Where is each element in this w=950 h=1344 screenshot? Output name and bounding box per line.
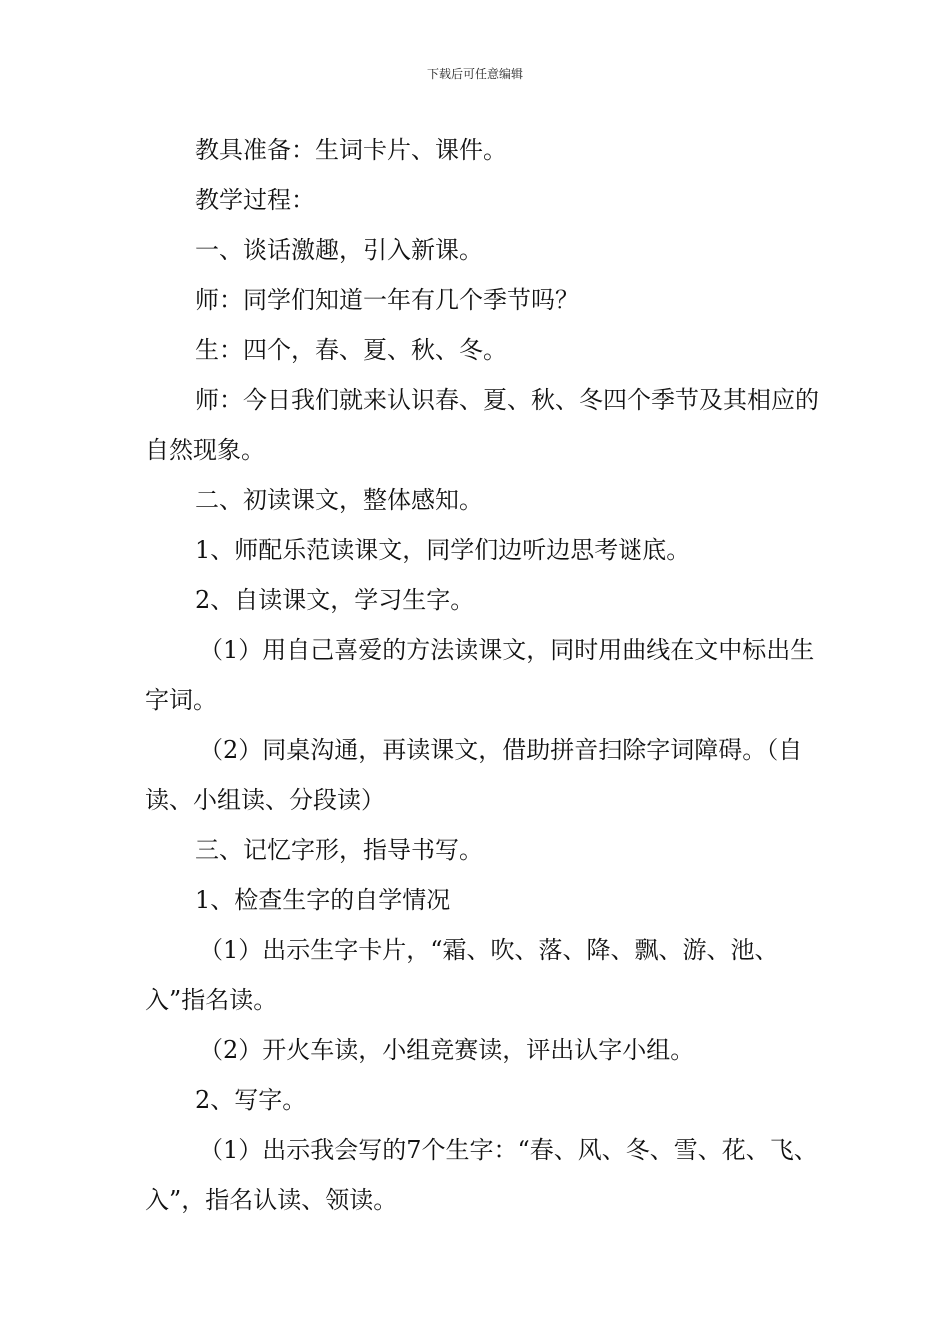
paragraph-teaching-aids: 教具准备：生词卡片、课件。 [195, 136, 507, 164]
section-heading-3: 三、记忆字形，指导书写。 [195, 836, 483, 864]
step-item-4: 2、写字。 [195, 1086, 307, 1114]
page-header: 下载后可任意编辑 [426, 67, 523, 81]
dialogue-teacher-1: 师：同学们知道一年有几个季节吗？ [195, 286, 579, 314]
sub-step-item-2: （2）同桌沟通，再读课文，借助拼音扫除字词障碍。（自读、小组读、分段读） [145, 736, 803, 814]
paragraph-teaching-process: 教学过程： [195, 186, 315, 214]
step-item-1: 1、师配乐范读课文，同学们边听边思考谜底。 [195, 536, 691, 564]
sub-step-item-3: （1）出示生字卡片，“霜、吹、落、降、飘、游、池、入”指名读。 [145, 936, 779, 1014]
document-body [145, 125, 825, 1225]
step-item-3: 1、检查生字的自学情况 [195, 886, 451, 914]
dialogue-student-1: 生：四个，春、夏、秋、冬。 [195, 336, 507, 364]
sub-step-item-1: （1）用自己喜爱的方法读课文，同时用曲线在文中标出生字词。 [145, 636, 815, 714]
sub-step-item-4: （2）开火车读，小组竞赛读，评出认字小组。 [199, 1036, 695, 1064]
section-heading-1: 一、谈话激趣，引入新课。 [195, 236, 483, 264]
sub-step-item-5: （1）出示我会写的7个生字：“春、风、冬、雪、花、飞、入”，指名认读、领读。 [145, 1136, 818, 1214]
dialogue-teacher-2: 师：今日我们就来认识春、夏、秋、冬四个季节及其相应的自然现象。 [145, 386, 819, 464]
section-heading-2: 二、初读课文，整体感知。 [195, 486, 483, 514]
step-item-2: 2、自读课文，学习生字。 [195, 586, 475, 614]
